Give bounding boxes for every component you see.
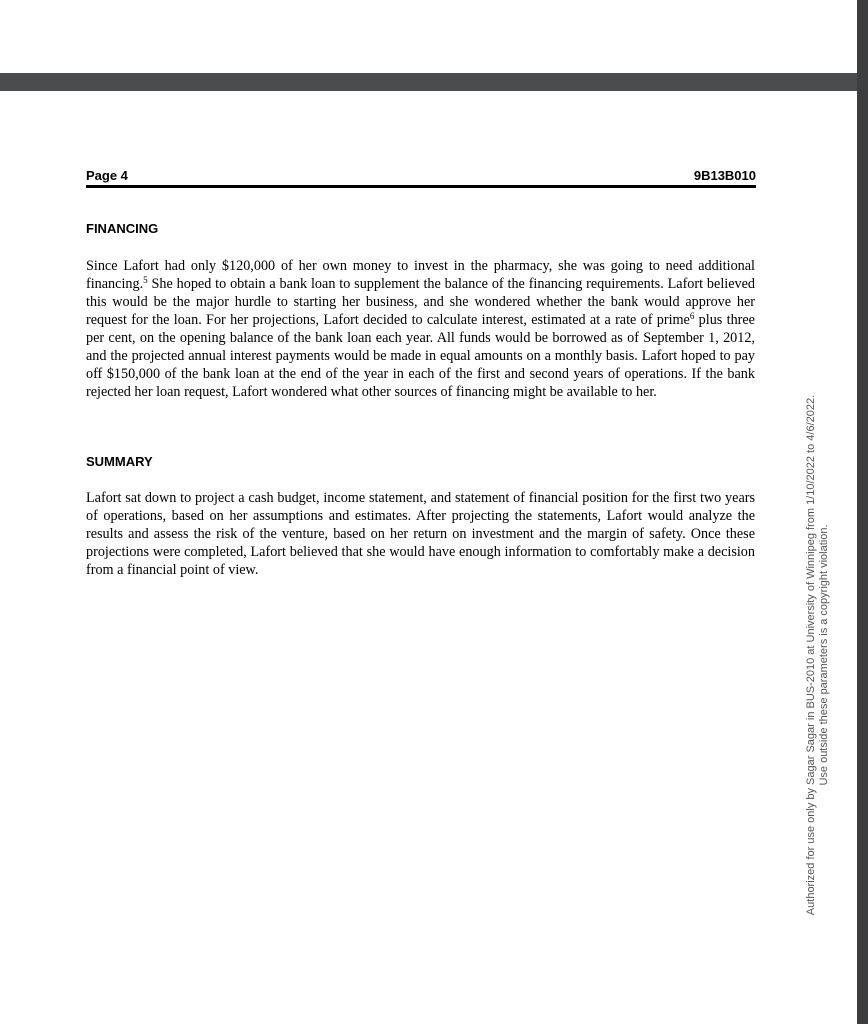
watermark-line-2: Use outside these parameters is a copyright violation.: [818, 524, 830, 786]
case-number: 9B13B010: [693, 168, 756, 183]
footnote-6[interactable]: 6: [689, 311, 695, 321]
footnote-5[interactable]: 5: [143, 275, 148, 285]
document-page: [0, 91, 857, 1024]
financing-heading: FINANCING: [86, 221, 159, 236]
financing-text-part-2: She hoped to obtain a bank loan to supplement the balance of the financing requirements. Lafort believed this would be the major hurdle to starting her business, and she wondered whether the bank would approve her request for the loan. For her projections, Lafort decided to calculate interest, estimated at a rate of prime: [86, 276, 755, 328]
page-number-label: Page 4: [86, 168, 128, 183]
summary-heading: SUMMARY: [86, 454, 153, 469]
viewer-scrollbar[interactable]: [857, 0, 868, 1024]
financing-text-part-3: plus three per cent, on the opening balance of the bank loan each year. All funds would be borrowed as of September 1, 2012, and the projected annual interest payments would be made in equal amounts on a monthly basis. Lafort hoped to pay off $150,000 of the bank loan at the end of the year in each of the first and second years of operations. If the bank rejected her loan request, Lafort wondered what other sources of financing might be available to her.: [86, 312, 755, 400]
previous-page: [0, 0, 857, 73]
financing-paragraph: [86, 257, 755, 401]
summary-paragraph: Lafort sat down to project a cash budget, income statement, and statement of financial position for the first two years of operations, based on her assumptions and estimates. After projecting the statements, Lafort would analyze the results and assess the risk of the venture, based on her return on investment and the margin of safety. Once these projections were completed, Lafort believed that she would have enough information to comfortably make a decision from a financial point of view.: [86, 490, 755, 578]
watermark-line-1: Authorized for use only by Sagar Sagar in BUS-2010 at University of Winnipeg from 1/10/2022 to 4/6/2022.: [805, 394, 817, 916]
page-header: [86, 168, 756, 188]
financing-text-part-1: Since Lafort had only $120,000 of her own money to invest in the pharmacy, she was going to need additional financing.: [86, 258, 755, 292]
copyright-watermark: [803, 383, 833, 927]
